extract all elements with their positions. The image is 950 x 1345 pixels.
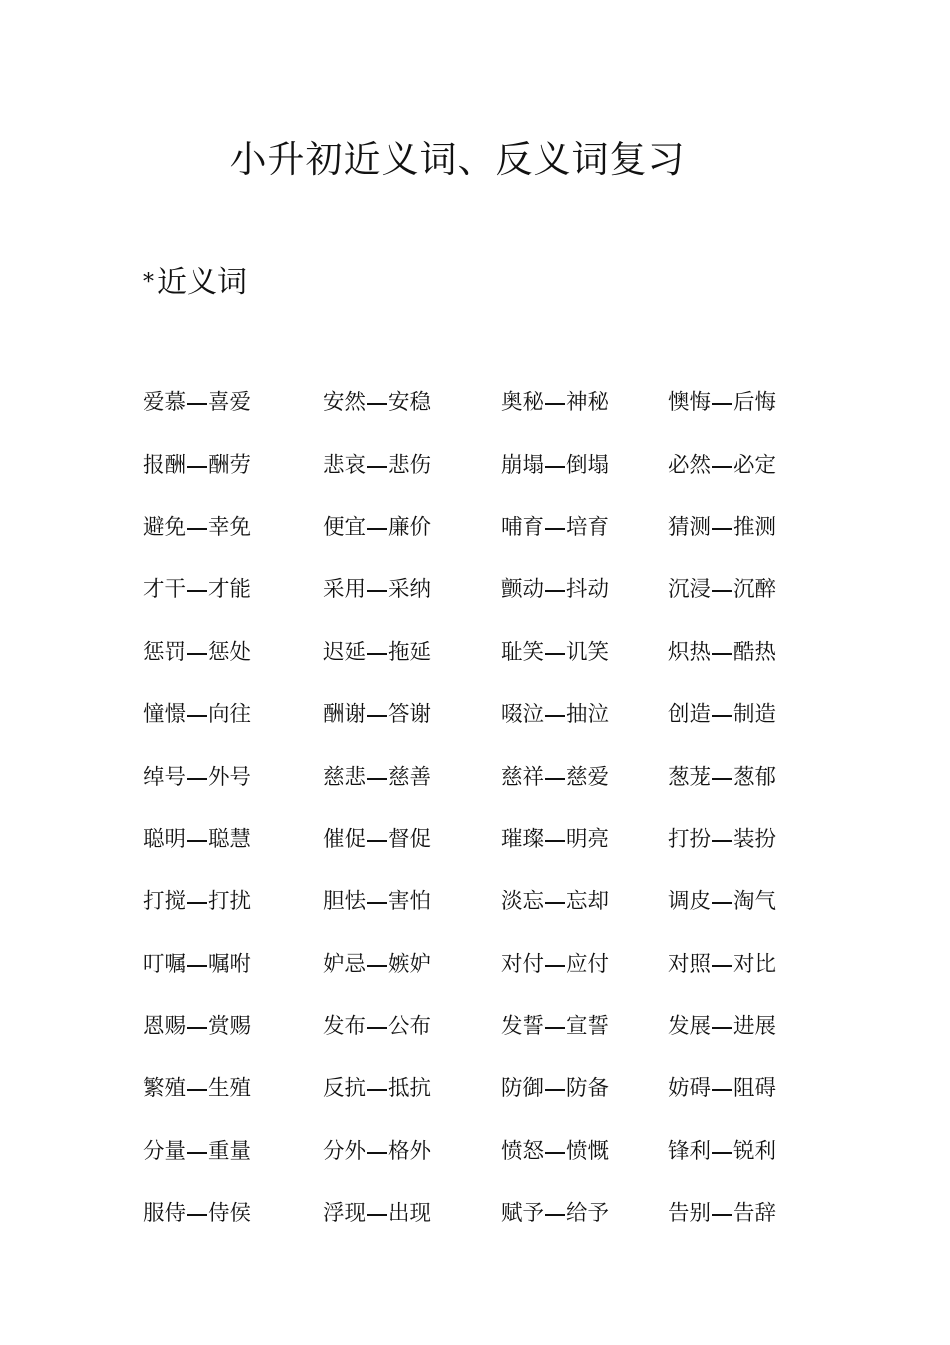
word-right: 慈善: [388, 764, 432, 790]
word-left: 颤动: [501, 577, 545, 603]
word-left: 沉浸: [668, 577, 712, 603]
synonym-pair: [668, 497, 843, 559]
synonym-pair: [143, 746, 323, 808]
dash-separator: [187, 528, 207, 530]
synonym-pair: [501, 622, 668, 684]
word-left: 叮嘱: [143, 951, 187, 977]
dash-separator: [367, 590, 387, 592]
word-right: 抵抗: [388, 1076, 432, 1102]
word-left: 催促: [323, 826, 367, 852]
word-left: 采用: [323, 577, 367, 603]
word-right: 惩处: [208, 639, 252, 665]
word-left: 调皮: [668, 889, 712, 915]
synonym-pair: [323, 871, 501, 933]
dash-separator: [367, 1214, 387, 1216]
word-left: 璀璨: [501, 826, 545, 852]
synonym-pair: [323, 1121, 501, 1183]
synonym-pair: [143, 996, 323, 1058]
synonym-pair: [501, 996, 668, 1058]
word-left: 爱慕: [143, 390, 187, 416]
word-left: 绰号: [143, 764, 187, 790]
dash-separator: [712, 1214, 732, 1216]
synonym-pair: [501, 559, 668, 621]
word-left: 打搅: [143, 889, 187, 915]
section-marker: *: [143, 270, 154, 295]
synonym-pair: [143, 809, 323, 871]
word-right: 生殖: [208, 1076, 252, 1102]
dash-separator: [545, 590, 565, 592]
word-left: 妒忌: [323, 951, 367, 977]
dash-separator: [712, 778, 732, 780]
word-right: 必定: [733, 452, 777, 478]
word-right: 喜爱: [208, 390, 252, 416]
synonym-pair: [323, 1058, 501, 1120]
word-right: 淘气: [733, 889, 777, 915]
word-right: 悲伤: [388, 452, 432, 478]
synonym-pair: [668, 559, 843, 621]
word-right: 抖动: [566, 577, 610, 603]
word-left: 反抗: [323, 1076, 367, 1102]
dash-separator: [545, 403, 565, 405]
word-left: 分量: [143, 1138, 187, 1164]
synonym-pair: [668, 934, 843, 996]
word-right: 抽泣: [566, 702, 610, 728]
dash-separator: [545, 902, 565, 904]
dash-separator: [367, 1089, 387, 1091]
synonym-pair: [143, 1183, 323, 1245]
word-right: 聪慧: [208, 826, 252, 852]
synonym-pair: [143, 559, 323, 621]
word-right: 慈爱: [566, 764, 610, 790]
word-left: 分外: [323, 1138, 367, 1164]
word-left: 防御: [501, 1076, 545, 1102]
synonym-pair: [668, 622, 843, 684]
word-left: 繁殖: [143, 1076, 187, 1102]
synonym-pair: [668, 684, 843, 746]
dash-separator: [712, 902, 732, 904]
dash-separator: [367, 1027, 387, 1029]
word-right: 给予: [566, 1201, 610, 1227]
word-left: 安然: [323, 390, 367, 416]
synonym-pair: [668, 434, 843, 496]
word-right: 出现: [388, 1201, 432, 1227]
word-right: 答谢: [388, 702, 432, 728]
synonym-pair: [323, 497, 501, 559]
synonym-pair: [668, 1183, 843, 1245]
synonym-pair: [501, 497, 668, 559]
synonym-pair: [143, 1121, 323, 1183]
word-right: 幸免: [208, 514, 252, 540]
word-right: 采纳: [388, 577, 432, 603]
synonym-pair: [143, 622, 323, 684]
word-left: 愤怒: [501, 1138, 545, 1164]
dash-separator: [187, 902, 207, 904]
word-left: 赋予: [501, 1201, 545, 1227]
word-right: 讥笑: [566, 639, 610, 665]
dash-separator: [712, 840, 732, 842]
dash-separator: [712, 965, 732, 967]
word-left: 对照: [668, 951, 712, 977]
dash-separator: [367, 778, 387, 780]
word-right: 阻碍: [733, 1076, 777, 1102]
word-left: 服侍: [143, 1201, 187, 1227]
word-left: 打扮: [668, 826, 712, 852]
dash-separator: [712, 653, 732, 655]
dash-separator: [187, 840, 207, 842]
word-left: 聪明: [143, 826, 187, 852]
synonym-pair: [323, 1183, 501, 1245]
synonym-pair: [143, 871, 323, 933]
dash-separator: [545, 653, 565, 655]
word-right: 愤慨: [566, 1138, 610, 1164]
synonym-pair: [668, 372, 843, 434]
dash-separator: [712, 1152, 732, 1154]
word-left: 耻笑: [501, 639, 545, 665]
word-right: 侍侯: [208, 1201, 252, 1227]
synonym-pair: [143, 934, 323, 996]
word-right: 酬劳: [208, 452, 252, 478]
synonym-pair: [501, 684, 668, 746]
word-left: 哺育: [501, 514, 545, 540]
dash-separator: [545, 840, 565, 842]
word-left: 慈悲: [323, 764, 367, 790]
word-right: 对比: [733, 951, 777, 977]
dash-separator: [187, 1027, 207, 1029]
word-right: 后悔: [733, 390, 777, 416]
dash-separator: [545, 1089, 565, 1091]
word-left: 憧憬: [143, 702, 187, 728]
word-right: 害怕: [388, 889, 432, 915]
word-right: 外号: [208, 764, 252, 790]
dash-separator: [367, 840, 387, 842]
word-right: 酷热: [733, 639, 777, 665]
word-left: 炽热: [668, 639, 712, 665]
word-right: 装扮: [733, 826, 777, 852]
page-title: 小升初近义词、反义词复习: [229, 138, 686, 181]
dash-separator: [367, 902, 387, 904]
synonym-pair: [501, 809, 668, 871]
word-right: 锐利: [733, 1138, 777, 1164]
word-left: 惩罚: [143, 639, 187, 665]
word-right: 葱郁: [733, 764, 777, 790]
word-right: 防备: [566, 1076, 610, 1102]
dash-separator: [712, 403, 732, 405]
dash-separator: [712, 528, 732, 530]
word-left: 发誓: [501, 1014, 545, 1040]
word-right: 督促: [388, 826, 432, 852]
word-left: 对付: [501, 951, 545, 977]
word-right: 神秘: [566, 390, 610, 416]
dash-separator: [367, 1152, 387, 1154]
synonym-grid: [143, 372, 843, 1245]
word-left: 浮现: [323, 1201, 367, 1227]
section-heading: [143, 262, 247, 304]
word-left: 淡忘: [501, 889, 545, 915]
word-right: 嫉妒: [388, 951, 432, 977]
dash-separator: [712, 590, 732, 592]
word-right: 告辞: [733, 1201, 777, 1227]
word-left: 恩赐: [143, 1014, 187, 1040]
word-right: 拖延: [388, 639, 432, 665]
synonym-pair: [323, 996, 501, 1058]
synonym-pair: [323, 434, 501, 496]
synonym-pair: [668, 1121, 843, 1183]
word-right: 明亮: [566, 826, 610, 852]
word-right: 安稳: [388, 390, 432, 416]
synonym-pair: [501, 434, 668, 496]
word-right: 沉醉: [733, 577, 777, 603]
word-left: 猜测: [668, 514, 712, 540]
synonym-pair: [668, 1058, 843, 1120]
word-left: 奥秘: [501, 390, 545, 416]
word-left: 妨碍: [668, 1076, 712, 1102]
synonym-pair: [323, 809, 501, 871]
synonym-pair: [323, 559, 501, 621]
word-right: 应付: [566, 951, 610, 977]
dash-separator: [545, 965, 565, 967]
word-left: 懊悔: [668, 390, 712, 416]
word-right: 打扰: [208, 889, 252, 915]
synonym-pair: [323, 684, 501, 746]
word-right: 推测: [733, 514, 777, 540]
dash-separator: [367, 653, 387, 655]
synonym-pair: [143, 684, 323, 746]
word-left: 才干: [143, 577, 187, 603]
dash-separator: [545, 715, 565, 717]
word-left: 悲哀: [323, 452, 367, 478]
dash-separator: [187, 778, 207, 780]
word-left: 便宜: [323, 514, 367, 540]
dash-separator: [712, 466, 732, 468]
word-left: 慈祥: [501, 764, 545, 790]
word-right: 制造: [733, 702, 777, 728]
synonym-pair: [143, 1058, 323, 1120]
dash-separator: [187, 403, 207, 405]
word-left: 胆怯: [323, 889, 367, 915]
word-right: 公布: [388, 1014, 432, 1040]
section-heading-text: 近义词: [157, 265, 247, 300]
synonym-pair: [323, 372, 501, 434]
word-right: 培育: [566, 514, 610, 540]
word-right: 进展: [733, 1014, 777, 1040]
dash-separator: [367, 403, 387, 405]
word-right: 倒塌: [566, 452, 610, 478]
dash-separator: [545, 1152, 565, 1154]
word-left: 锋利: [668, 1138, 712, 1164]
word-left: 创造: [668, 702, 712, 728]
word-left: 发布: [323, 1014, 367, 1040]
synonym-pair: [501, 372, 668, 434]
word-left: 发展: [668, 1014, 712, 1040]
synonym-pair: [323, 934, 501, 996]
synonym-pair: [323, 746, 501, 808]
word-right: 廉价: [388, 514, 432, 540]
word-left: 酬谢: [323, 702, 367, 728]
dash-separator: [187, 653, 207, 655]
word-left: 告别: [668, 1201, 712, 1227]
synonym-pair: [143, 372, 323, 434]
synonym-pair: [501, 871, 668, 933]
dash-separator: [545, 778, 565, 780]
word-left: 啜泣: [501, 702, 545, 728]
synonym-pair: [501, 1183, 668, 1245]
word-left: 必然: [668, 452, 712, 478]
dash-separator: [367, 715, 387, 717]
dash-separator: [545, 466, 565, 468]
dash-separator: [187, 1152, 207, 1154]
synonym-pair: [323, 622, 501, 684]
dash-separator: [712, 1027, 732, 1029]
word-left: 崩塌: [501, 452, 545, 478]
synonym-pair: [668, 746, 843, 808]
dash-separator: [545, 1214, 565, 1216]
dash-separator: [367, 466, 387, 468]
word-left: 避免: [143, 514, 187, 540]
word-left: 葱茏: [668, 764, 712, 790]
synonym-pair: [143, 497, 323, 559]
dash-separator: [187, 1214, 207, 1216]
word-left: 报酬: [143, 452, 187, 478]
synonym-pair: [501, 934, 668, 996]
synonym-pair: [668, 996, 843, 1058]
dash-separator: [545, 1027, 565, 1029]
word-right: 忘却: [566, 889, 610, 915]
dash-separator: [187, 1089, 207, 1091]
dash-separator: [367, 528, 387, 530]
synonym-pair: [143, 434, 323, 496]
synonym-pair: [668, 871, 843, 933]
dash-separator: [545, 528, 565, 530]
word-right: 重量: [208, 1138, 252, 1164]
word-right: 才能: [208, 577, 252, 603]
word-right: 嘱咐: [208, 951, 252, 977]
synonym-pair: [501, 1058, 668, 1120]
synonym-pair: [501, 746, 668, 808]
synonym-pair: [501, 1121, 668, 1183]
dash-separator: [187, 590, 207, 592]
dash-separator: [712, 1089, 732, 1091]
word-right: 宣誓: [566, 1014, 610, 1040]
word-right: 赏赐: [208, 1014, 252, 1040]
word-right: 格外: [388, 1138, 432, 1164]
word-right: 向往: [208, 702, 252, 728]
dash-separator: [712, 715, 732, 717]
dash-separator: [187, 715, 207, 717]
synonym-pair: [668, 809, 843, 871]
word-left: 迟延: [323, 639, 367, 665]
dash-separator: [367, 965, 387, 967]
dash-separator: [187, 965, 207, 967]
dash-separator: [187, 466, 207, 468]
